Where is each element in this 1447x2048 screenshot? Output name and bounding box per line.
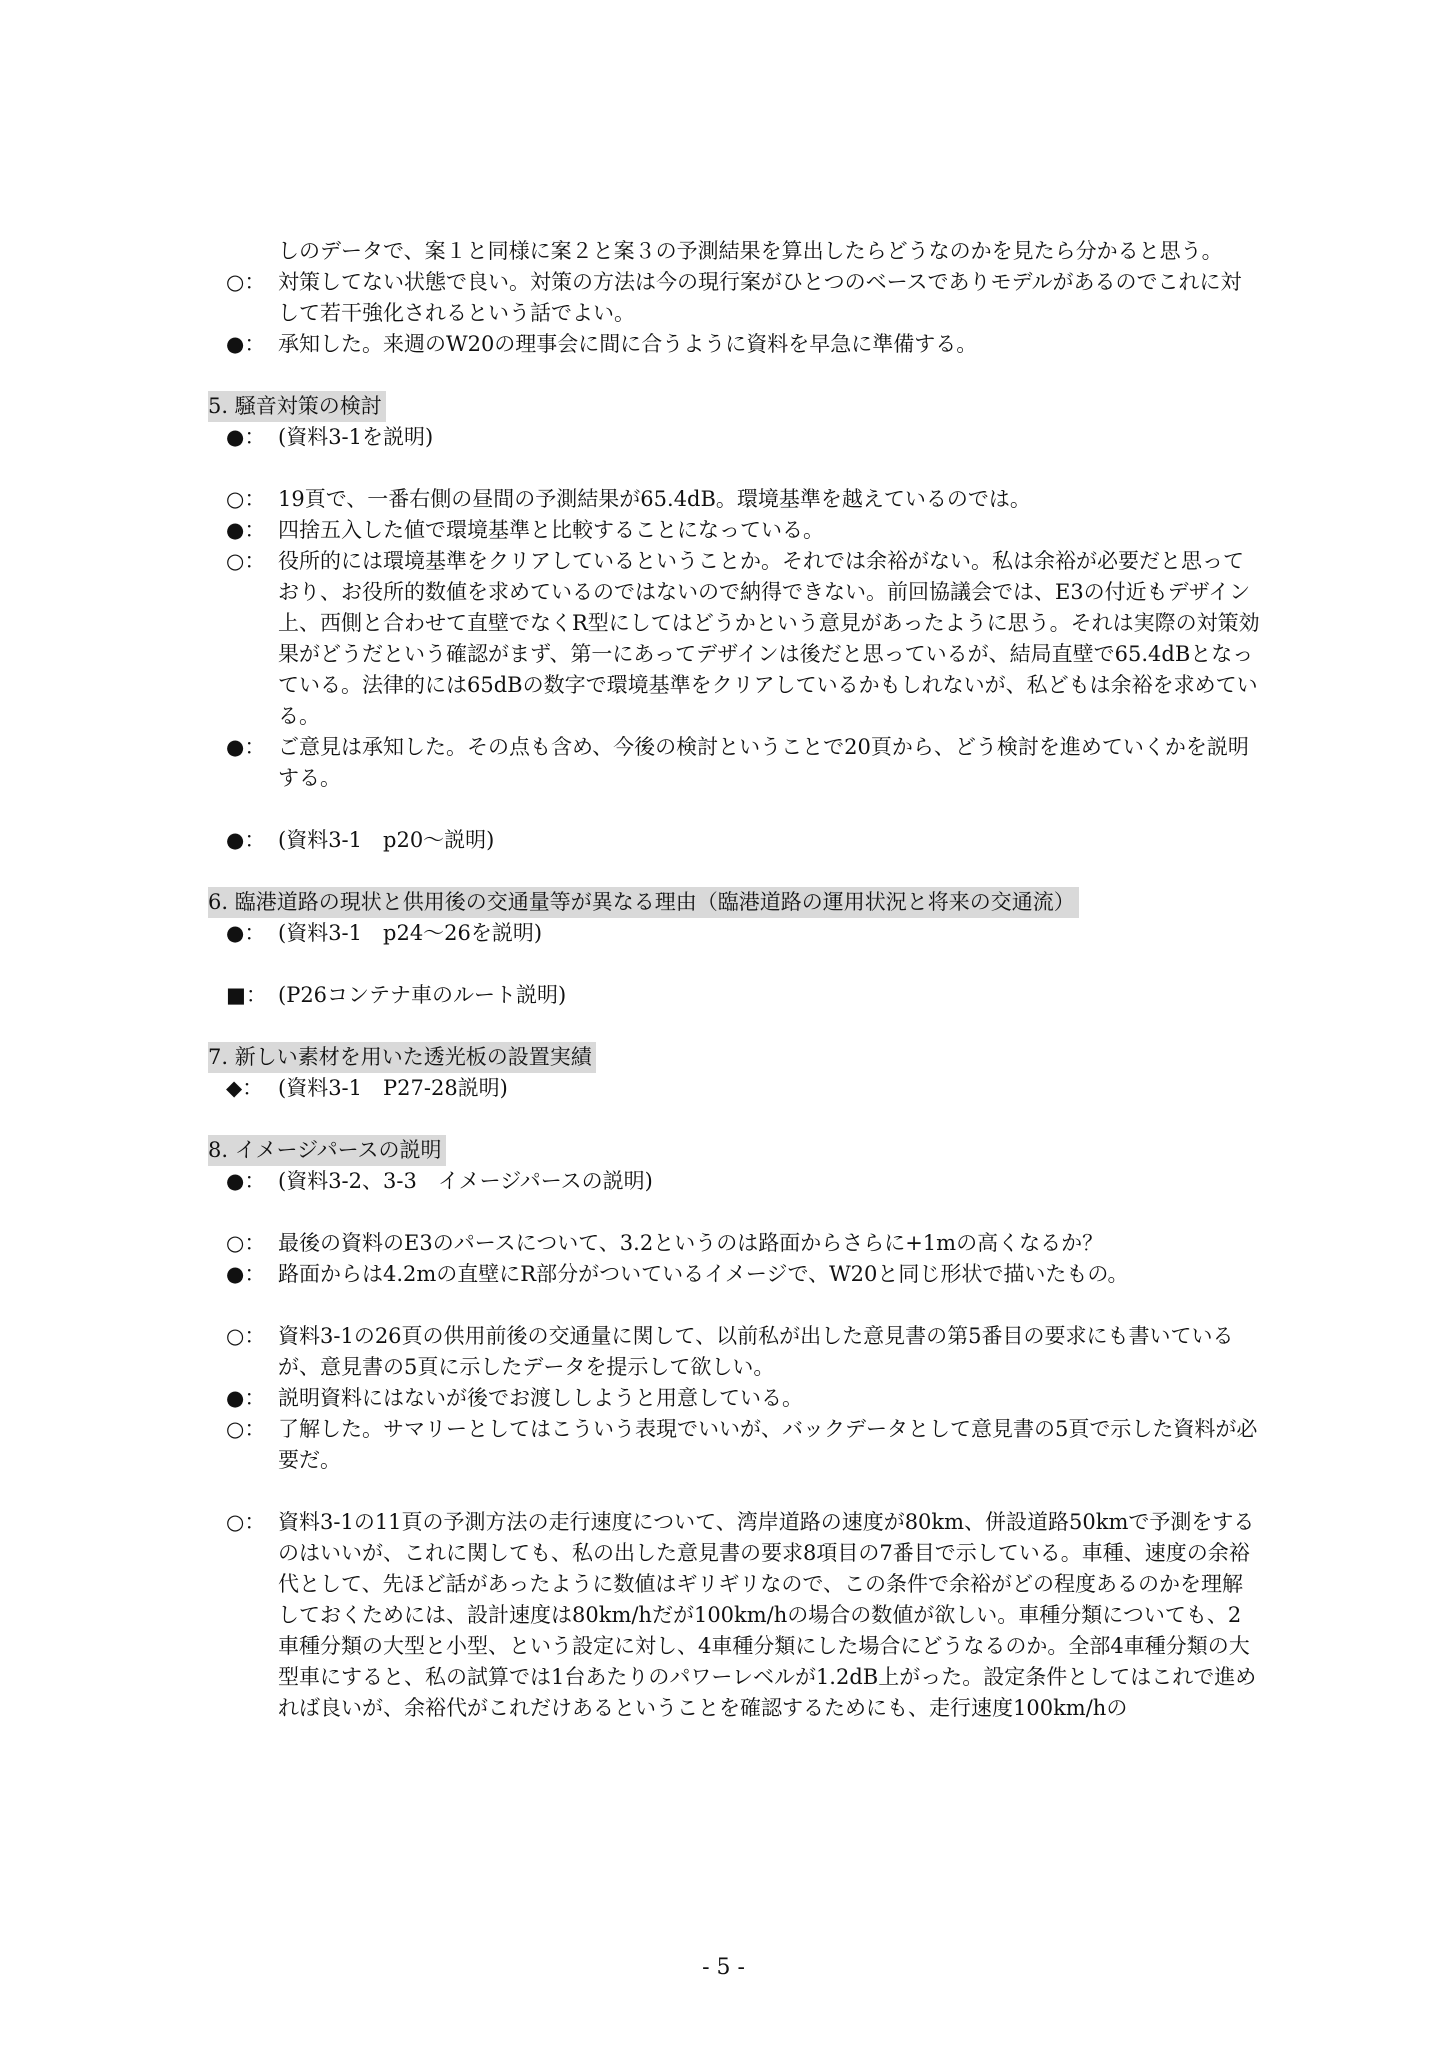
speaker-mark: ○： bbox=[226, 549, 266, 573]
speaker-paragraph bbox=[226, 546, 1260, 732]
speaker-mark: ●： bbox=[226, 1262, 266, 1286]
speaker-text: 四捨五入した値で環境基準と比較することになっている。 bbox=[278, 518, 824, 542]
section-heading: 7. 新しい素材を用いた透光板の設置実績 bbox=[208, 1042, 596, 1073]
section-heading-row bbox=[208, 391, 1260, 422]
speaker-text: 資料3-1の26頁の供用前後の交通量に関して、以前私が出した意見書の第5番目の要求にも書いているが、意見書の5頁に示したデータを提示して欲しい。 bbox=[278, 1324, 1234, 1379]
speaker-text: 最後の資料のE3のパースについて、3.2というのは路面からさらに+1mの高くなるか？ bbox=[278, 1231, 1104, 1255]
speaker-paragraph bbox=[226, 329, 1260, 360]
speaker-paragraph bbox=[226, 1321, 1260, 1383]
speaker-mark: ○： bbox=[226, 1417, 266, 1441]
speaker-paragraph bbox=[226, 484, 1260, 515]
blank-line bbox=[208, 453, 1260, 484]
speaker-paragraph bbox=[226, 422, 1260, 453]
speaker-paragraph bbox=[226, 1228, 1260, 1259]
speaker-mark: ●： bbox=[226, 1169, 266, 1193]
speaker-paragraph bbox=[226, 1166, 1260, 1197]
speaker-mark: ■： bbox=[226, 983, 267, 1007]
blank-line bbox=[208, 856, 1260, 887]
speaker-paragraph bbox=[226, 1259, 1260, 1290]
speaker-mark: ○： bbox=[226, 487, 266, 511]
document-body bbox=[208, 236, 1260, 1724]
speaker-paragraph bbox=[226, 825, 1260, 856]
section-heading-row bbox=[208, 887, 1260, 918]
speaker-mark: ●： bbox=[226, 1386, 266, 1410]
blank-line bbox=[208, 360, 1260, 391]
speaker-text: 説明資料にはないが後でお渡ししようと用意している。 bbox=[278, 1386, 803, 1410]
speaker-text: (資料3-2、3-3 イメージパースの説明) bbox=[278, 1169, 653, 1193]
speaker-text: 資料3-1の11頁の予測方法の走行速度について、湾岸道路の速度が80km、併設道路50kmで予測をするのはいいが、これに関しても、私の出した意見書の要求8項目の7番目で示している。車種、速度の余裕代として、先ほど話があったように数値はギリギリなので、この条件で余裕がどの程度あるのかを理解しておくためには、設計速度は80km/hだが100km/hの場合の数値が欲しい。車種分類についても、2車種分類の大型と小型、という設定に対し、4車種分類にした場合にどうなるのか。全部4車種分類の大型車にすると、私の試算では1台あたりのパワーレベルが1.2dB上がった。設定条件としてはこれで進めれば良いが、余裕代がこれだけあるということを確認するためにも、走行速度100km/hの bbox=[278, 1510, 1257, 1720]
speaker-text: 役所的には環境基準をクリアしているということか。それでは余裕がない。私は余裕が必要だと思っており、お役所的数値を求めているのではないので納得できない。前回協議会では、E3の付近もデザイン上、西側と合わせて直壁でなくR型にしてはどうかという意見があったように思う。それは実際の対策効果がどうだという確認がまず、第一にあってデザインは後だと思っているが、結局直壁で65.4dBとなっている。法律的には65dBの数字で環境基準をクリアしているかもしれないが、私どもは余裕を求めている。 bbox=[278, 549, 1260, 728]
blank-line bbox=[208, 1290, 1260, 1321]
speaker-text: (資料3-1 P27-28説明) bbox=[278, 1076, 508, 1100]
speaker-mark: ●： bbox=[226, 518, 266, 542]
speaker-paragraph bbox=[226, 515, 1260, 546]
speaker-mark: ●： bbox=[226, 921, 266, 945]
speaker-paragraph bbox=[226, 1073, 1260, 1104]
speaker-paragraph bbox=[226, 980, 1260, 1011]
speaker-mark: ●： bbox=[226, 828, 266, 852]
speaker-mark: ○： bbox=[226, 1231, 266, 1255]
speaker-mark: ○： bbox=[226, 1510, 266, 1534]
speaker-text: (資料3-1を説明) bbox=[278, 425, 434, 449]
speaker-mark: ○： bbox=[226, 1324, 266, 1348]
speaker-text: (資料3-1 p24〜26を説明) bbox=[278, 921, 543, 945]
speaker-mark: ○： bbox=[226, 270, 266, 294]
speaker-paragraph bbox=[226, 1507, 1260, 1724]
continued-paragraph: しのデータで、案１と同様に案２と案３の予測結果を算出したらどうなのかを見たら分かると思う。 bbox=[278, 239, 1223, 263]
speaker-paragraph bbox=[226, 1383, 1260, 1414]
speaker-mark: ●： bbox=[226, 735, 266, 759]
speaker-text: 了解した。サマリーとしてはこういう表現でいいが、バックデータとして意見書の5頁で示した資料が必要だ。 bbox=[278, 1417, 1258, 1472]
speaker-text: 路面からは4.2mの直壁にR部分がついているイメージで、W20と同じ形状で描いたもの。 bbox=[278, 1262, 1129, 1286]
speaker-mark: ●： bbox=[226, 425, 266, 449]
speaker-paragraph bbox=[226, 1414, 1260, 1476]
speaker-text: (P26コンテナ車のルート説明) bbox=[278, 983, 567, 1007]
speaker-text: 承知した。来週のW20の理事会に間に合うように資料を早急に準備する。 bbox=[278, 332, 978, 356]
speaker-mark: ●： bbox=[226, 332, 266, 356]
blank-line bbox=[208, 1011, 1260, 1042]
page-number: - 5 - bbox=[702, 1955, 745, 1980]
speaker-text: ご意見は承知した。その点も含め、今後の検討ということで20頁から、どう検討を進めていくかを説明する。 bbox=[278, 735, 1249, 790]
section-heading-row bbox=[208, 1042, 1260, 1073]
speaker-paragraph bbox=[226, 732, 1260, 794]
speaker-paragraph bbox=[226, 918, 1260, 949]
section-heading: 8. イメージパースの説明 bbox=[208, 1135, 446, 1166]
speaker-text: (資料3-1 p20〜説明) bbox=[278, 828, 495, 852]
speaker-text: 19頁で、一番右側の昼間の予測結果が65.4dB。環境基準を越えているのでは。 bbox=[278, 487, 1031, 511]
section-heading: 6. 臨港道路の現状と供用後の交通量等が異なる理由（臨港道路の運用状況と将来の交通流） bbox=[208, 887, 1079, 918]
speaker-paragraph bbox=[226, 267, 1260, 329]
speaker-mark: ◆： bbox=[226, 1076, 264, 1100]
blank-line bbox=[208, 1104, 1260, 1135]
blank-line bbox=[208, 1476, 1260, 1507]
section-heading: 5. 騒音対策の検討 bbox=[208, 391, 386, 422]
blank-line bbox=[208, 794, 1260, 825]
blank-line bbox=[208, 1197, 1260, 1228]
speaker-text: 対策してない状態で良い。対策の方法は今の現行案がひとつのベースでありモデルがあるのでこれに対して若干強化されるという話でよい。 bbox=[278, 270, 1242, 325]
blank-line bbox=[208, 949, 1260, 980]
section-heading-row bbox=[208, 1135, 1260, 1166]
